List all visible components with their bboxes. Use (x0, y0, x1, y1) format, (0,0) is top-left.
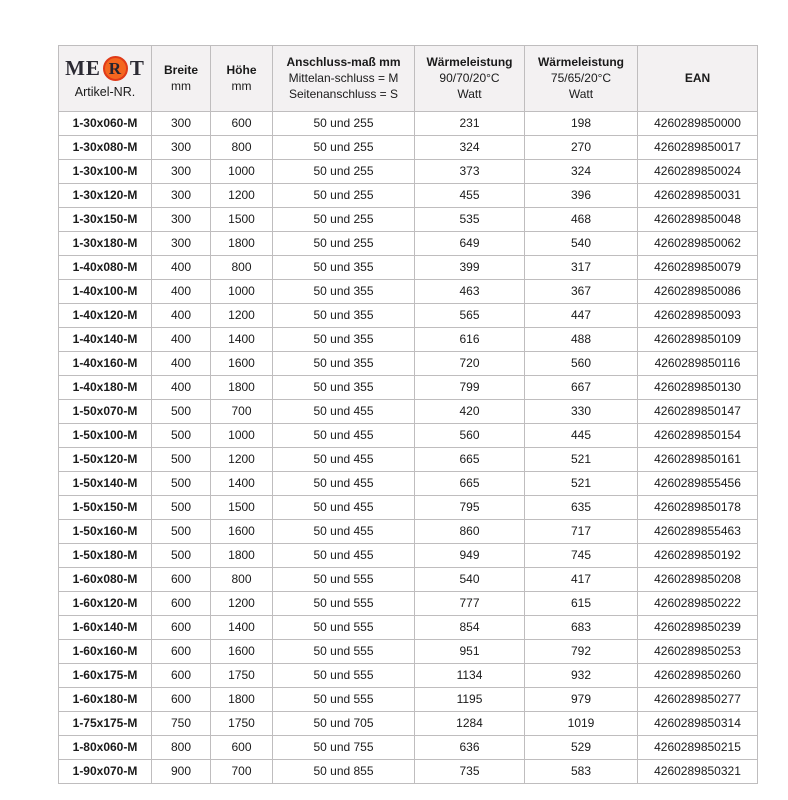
cell-ean: 4260289850260 (638, 664, 758, 688)
cell-watt90: 565 (415, 304, 525, 328)
cell-anschluss: 50 und 555 (273, 640, 415, 664)
cell-artikel: 1-90x070-M (59, 760, 152, 784)
table-row (59, 568, 758, 592)
cell-artikel: 1-50x070-M (59, 400, 152, 424)
cell-artikel: 1-50x100-M (59, 424, 152, 448)
cell-watt90: 735 (415, 760, 525, 784)
cell-artikel: 1-40x180-M (59, 376, 152, 400)
cell-ean: 4260289850031 (638, 184, 758, 208)
cell-hoehe: 1750 (211, 664, 273, 688)
table-row (59, 664, 758, 688)
cell-anschluss: 50 und 555 (273, 592, 415, 616)
cell-anschluss: 50 und 255 (273, 112, 415, 136)
cell-breite: 300 (152, 112, 211, 136)
cell-watt75: 540 (525, 232, 638, 256)
cell-ean: 4260289850000 (638, 112, 758, 136)
cell-artikel: 1-30x080-M (59, 136, 152, 160)
cell-anschluss: 50 und 555 (273, 688, 415, 712)
cell-watt90: 1284 (415, 712, 525, 736)
table-row (59, 640, 758, 664)
cell-ean: 4260289855463 (638, 520, 758, 544)
cell-ean: 4260289850079 (638, 256, 758, 280)
cell-watt75: 717 (525, 520, 638, 544)
cell-artikel: 1-30x150-M (59, 208, 152, 232)
cell-artikel: 1-40x120-M (59, 304, 152, 328)
cell-hoehe: 1200 (211, 184, 273, 208)
table-row (59, 712, 758, 736)
cell-ean: 4260289850024 (638, 160, 758, 184)
cell-watt90: 463 (415, 280, 525, 304)
header-breite: Breite mm (152, 46, 211, 112)
cell-watt75: 932 (525, 664, 638, 688)
cell-hoehe: 1800 (211, 688, 273, 712)
cell-watt75: 792 (525, 640, 638, 664)
cell-hoehe: 1200 (211, 592, 273, 616)
table-row (59, 496, 758, 520)
cell-watt75: 324 (525, 160, 638, 184)
cell-anschluss: 50 und 555 (273, 616, 415, 640)
table-row (59, 352, 758, 376)
cell-watt75: 1019 (525, 712, 638, 736)
cell-watt90: 720 (415, 352, 525, 376)
table-row (59, 448, 758, 472)
cell-anschluss: 50 und 705 (273, 712, 415, 736)
cell-anschluss: 50 und 255 (273, 232, 415, 256)
logo-text-prefix: ME (65, 56, 101, 81)
cell-watt90: 540 (415, 568, 525, 592)
mert-logo (61, 56, 149, 81)
cell-anschluss: 50 und 855 (273, 760, 415, 784)
cell-watt90: 616 (415, 328, 525, 352)
table-row (59, 304, 758, 328)
cell-hoehe: 1600 (211, 520, 273, 544)
cell-anschluss: 50 und 455 (273, 520, 415, 544)
cell-ean: 4260289850178 (638, 496, 758, 520)
cell-watt90: 1195 (415, 688, 525, 712)
cell-breite: 600 (152, 688, 211, 712)
cell-watt75: 529 (525, 736, 638, 760)
cell-artikel: 1-50x160-M (59, 520, 152, 544)
logo-circle-icon: R (103, 56, 128, 81)
cell-breite: 750 (152, 712, 211, 736)
cell-breite: 300 (152, 232, 211, 256)
cell-hoehe: 1800 (211, 232, 273, 256)
cell-watt90: 231 (415, 112, 525, 136)
cell-watt75: 367 (525, 280, 638, 304)
cell-breite: 300 (152, 184, 211, 208)
cell-artikel: 1-60x175-M (59, 664, 152, 688)
cell-watt75: 317 (525, 256, 638, 280)
cell-hoehe: 1500 (211, 208, 273, 232)
cell-hoehe: 1800 (211, 544, 273, 568)
cell-artikel: 1-50x120-M (59, 448, 152, 472)
cell-breite: 400 (152, 280, 211, 304)
cell-ean: 4260289850277 (638, 688, 758, 712)
cell-watt90: 860 (415, 520, 525, 544)
cell-artikel: 1-40x100-M (59, 280, 152, 304)
table-row (59, 400, 758, 424)
cell-watt75: 979 (525, 688, 638, 712)
cell-watt90: 777 (415, 592, 525, 616)
cell-ean: 4260289850147 (638, 400, 758, 424)
cell-artikel: 1-30x060-M (59, 112, 152, 136)
cell-anschluss: 50 und 355 (273, 256, 415, 280)
cell-breite: 300 (152, 136, 211, 160)
cell-anschluss: 50 und 355 (273, 328, 415, 352)
table-row (59, 184, 758, 208)
cell-artikel: 1-60x080-M (59, 568, 152, 592)
cell-breite: 600 (152, 640, 211, 664)
cell-ean: 4260289850161 (638, 448, 758, 472)
artikel-nr-label: Artikel-NR. (74, 85, 136, 100)
cell-ean: 4260289850222 (638, 592, 758, 616)
cell-anschluss: 50 und 455 (273, 544, 415, 568)
table-row (59, 232, 758, 256)
cell-ean: 4260289850215 (638, 736, 758, 760)
cell-anschluss: 50 und 255 (273, 160, 415, 184)
cell-artikel: 1-60x180-M (59, 688, 152, 712)
cell-hoehe: 1200 (211, 304, 273, 328)
cell-breite: 400 (152, 352, 211, 376)
cell-anschluss: 50 und 355 (273, 280, 415, 304)
cell-breite: 500 (152, 472, 211, 496)
cell-breite: 400 (152, 304, 211, 328)
table-row (59, 280, 758, 304)
cell-watt90: 795 (415, 496, 525, 520)
cell-watt90: 799 (415, 376, 525, 400)
cell-artikel: 1-60x140-M (59, 616, 152, 640)
cell-anschluss: 50 und 355 (273, 352, 415, 376)
header-ean: EAN (638, 46, 758, 112)
cell-breite: 800 (152, 736, 211, 760)
cell-artikel: 1-40x160-M (59, 352, 152, 376)
cell-breite: 400 (152, 328, 211, 352)
table-row (59, 376, 758, 400)
table-row (59, 736, 758, 760)
cell-anschluss: 50 und 555 (273, 568, 415, 592)
cell-watt75: 560 (525, 352, 638, 376)
cell-breite: 500 (152, 544, 211, 568)
cell-anschluss: 50 und 455 (273, 400, 415, 424)
table-row (59, 256, 758, 280)
table-row (59, 520, 758, 544)
cell-watt75: 488 (525, 328, 638, 352)
cell-hoehe: 1000 (211, 280, 273, 304)
cell-watt90: 1134 (415, 664, 525, 688)
cell-hoehe: 1000 (211, 424, 273, 448)
header-hoehe: Höhe mm (211, 46, 273, 112)
cell-anschluss: 50 und 455 (273, 472, 415, 496)
cell-artikel: 1-75x175-M (59, 712, 152, 736)
cell-watt75: 521 (525, 472, 638, 496)
cell-breite: 600 (152, 664, 211, 688)
cell-hoehe: 1200 (211, 448, 273, 472)
header-waermeleistung-75: Wärmeleistung 75/65/20°C Watt (525, 46, 638, 112)
cell-watt75: 635 (525, 496, 638, 520)
cell-hoehe: 800 (211, 256, 273, 280)
cell-watt75: 198 (525, 112, 638, 136)
cell-watt90: 535 (415, 208, 525, 232)
cell-hoehe: 1400 (211, 328, 273, 352)
cell-breite: 500 (152, 520, 211, 544)
cell-breite: 300 (152, 208, 211, 232)
cell-watt75: 468 (525, 208, 638, 232)
cell-breite: 500 (152, 424, 211, 448)
cell-ean: 4260289850093 (638, 304, 758, 328)
cell-breite: 500 (152, 400, 211, 424)
cell-ean: 4260289850048 (638, 208, 758, 232)
cell-watt90: 665 (415, 448, 525, 472)
table-body (59, 112, 758, 784)
cell-ean: 4260289850253 (638, 640, 758, 664)
cell-ean: 4260289850109 (638, 328, 758, 352)
cell-hoehe: 1000 (211, 160, 273, 184)
cell-artikel: 1-50x140-M (59, 472, 152, 496)
cell-watt75: 745 (525, 544, 638, 568)
cell-ean: 4260289850130 (638, 376, 758, 400)
cell-watt90: 420 (415, 400, 525, 424)
cell-watt75: 270 (525, 136, 638, 160)
cell-anschluss: 50 und 455 (273, 496, 415, 520)
cell-ean: 4260289850192 (638, 544, 758, 568)
cell-artikel: 1-30x120-M (59, 184, 152, 208)
cell-watt75: 447 (525, 304, 638, 328)
cell-ean: 4260289850086 (638, 280, 758, 304)
cell-ean: 4260289855456 (638, 472, 758, 496)
cell-hoehe: 800 (211, 136, 273, 160)
spec-table-container (58, 45, 757, 784)
product-spec-table (58, 45, 758, 784)
cell-watt90: 399 (415, 256, 525, 280)
cell-artikel: 1-80x060-M (59, 736, 152, 760)
cell-artikel: 1-40x140-M (59, 328, 152, 352)
cell-anschluss: 50 und 555 (273, 664, 415, 688)
cell-hoehe: 700 (211, 760, 273, 784)
cell-watt75: 521 (525, 448, 638, 472)
cell-watt75: 445 (525, 424, 638, 448)
cell-hoehe: 600 (211, 112, 273, 136)
cell-artikel: 1-30x100-M (59, 160, 152, 184)
cell-watt75: 615 (525, 592, 638, 616)
cell-watt90: 560 (415, 424, 525, 448)
cell-artikel: 1-60x120-M (59, 592, 152, 616)
cell-watt90: 373 (415, 160, 525, 184)
table-row (59, 112, 758, 136)
cell-ean: 4260289850062 (638, 232, 758, 256)
cell-artikel: 1-30x180-M (59, 232, 152, 256)
cell-ean: 4260289850314 (638, 712, 758, 736)
cell-hoehe: 1600 (211, 352, 273, 376)
table-row (59, 616, 758, 640)
cell-hoehe: 1600 (211, 640, 273, 664)
cell-watt75: 683 (525, 616, 638, 640)
cell-hoehe: 1400 (211, 472, 273, 496)
table-row (59, 424, 758, 448)
table-row (59, 136, 758, 160)
table-row (59, 472, 758, 496)
cell-artikel: 1-60x160-M (59, 640, 152, 664)
cell-watt90: 665 (415, 472, 525, 496)
cell-watt90: 854 (415, 616, 525, 640)
table-row (59, 208, 758, 232)
cell-watt90: 949 (415, 544, 525, 568)
cell-ean: 4260289850017 (638, 136, 758, 160)
cell-anschluss: 50 und 355 (273, 376, 415, 400)
cell-hoehe: 1750 (211, 712, 273, 736)
cell-ean: 4260289850321 (638, 760, 758, 784)
table-row (59, 688, 758, 712)
cell-hoehe: 600 (211, 736, 273, 760)
cell-hoehe: 800 (211, 568, 273, 592)
table-header (59, 46, 758, 112)
cell-watt75: 417 (525, 568, 638, 592)
cell-ean: 4260289850208 (638, 568, 758, 592)
cell-ean: 4260289850154 (638, 424, 758, 448)
header-artikel-nr (59, 46, 152, 112)
cell-artikel: 1-50x150-M (59, 496, 152, 520)
cell-hoehe: 1400 (211, 616, 273, 640)
table-row (59, 328, 758, 352)
header-waermeleistung-90: Wärmeleistung 90/70/20°C Watt (415, 46, 525, 112)
header-row (59, 46, 758, 112)
cell-breite: 600 (152, 616, 211, 640)
cell-watt90: 951 (415, 640, 525, 664)
cell-artikel: 1-40x080-M (59, 256, 152, 280)
cell-breite: 500 (152, 496, 211, 520)
cell-ean: 4260289850116 (638, 352, 758, 376)
cell-hoehe: 1500 (211, 496, 273, 520)
cell-breite: 400 (152, 256, 211, 280)
cell-watt90: 324 (415, 136, 525, 160)
cell-breite: 300 (152, 160, 211, 184)
cell-hoehe: 1800 (211, 376, 273, 400)
cell-breite: 600 (152, 568, 211, 592)
cell-watt90: 455 (415, 184, 525, 208)
cell-watt90: 636 (415, 736, 525, 760)
header-anschluss: Anschluss-maß mm Mittelan-schluss = M Seitenanschluss = S (273, 46, 415, 112)
cell-anschluss: 50 und 355 (273, 304, 415, 328)
cell-anschluss: 50 und 255 (273, 184, 415, 208)
cell-ean: 4260289850239 (638, 616, 758, 640)
cell-anschluss: 50 und 255 (273, 136, 415, 160)
cell-watt75: 330 (525, 400, 638, 424)
table-row (59, 592, 758, 616)
cell-anschluss: 50 und 255 (273, 208, 415, 232)
cell-breite: 500 (152, 448, 211, 472)
cell-watt75: 583 (525, 760, 638, 784)
cell-anschluss: 50 und 455 (273, 424, 415, 448)
table-row (59, 760, 758, 784)
logo-text-suffix: T (129, 56, 145, 81)
table-row (59, 160, 758, 184)
cell-hoehe: 700 (211, 400, 273, 424)
cell-watt75: 396 (525, 184, 638, 208)
cell-breite: 900 (152, 760, 211, 784)
cell-breite: 600 (152, 592, 211, 616)
table-row (59, 544, 758, 568)
cell-watt75: 667 (525, 376, 638, 400)
cell-breite: 400 (152, 376, 211, 400)
cell-anschluss: 50 und 755 (273, 736, 415, 760)
cell-artikel: 1-50x180-M (59, 544, 152, 568)
cell-watt90: 649 (415, 232, 525, 256)
cell-anschluss: 50 und 455 (273, 448, 415, 472)
